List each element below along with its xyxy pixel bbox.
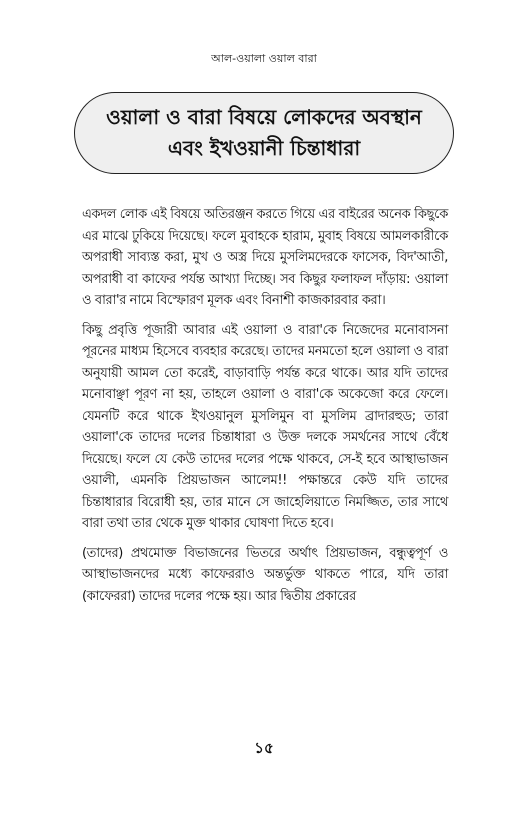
- chapter-title-line-1: ওয়ালা ও বারা বিষয়ে লোকদের অবস্থান: [106, 105, 422, 129]
- chapter-title-line-2: এবং ইখওয়ানী চিন্তাধারা: [167, 136, 361, 160]
- chapter-title-box: [74, 92, 454, 174]
- paragraph: (তাদের) প্রথমোক্ত বিভাজনের ভিতরে অর্থাৎ প্রিয়ভাজন, বন্ধুত্বপূর্ণ ও আস্থাভাজনদের মধ্যে কাফেররাও অন্তর্ভুক্ত থাকতে পারে, যদি তারা (কাফেররা) তাদের দলের পক্ষে হয়। আর দ্বিতীয় প্রকারের: [82, 545, 448, 604]
- page-number: ১৫: [254, 739, 274, 757]
- paragraph: কিছু প্রবৃত্তি পূজারী আবার এই ওয়ালা ও বারা'কে নিজেদের মনোবাসনা পূরনের মাধ্যম হিসেবে ব্যবহার করেছে। তাদের মনমতো হলে ওয়ালা ও বারা অনুযায়ী আমল তো করেই, বাড়াবাড়ি পর্যন্ত করে থাকে। আর যদি তাদের মনোবাঞ্ছা পূরণ না হয়, তাহলে ওয়ালা ও বারা'কে অকেজো করে ফেলে। যেমনটি করে থাকে ইখওয়ানুল মুসলিমুন বা মুসলিম ব্রাদারহুড; তারা ওয়ালা'কে তাদের দলের চিন্তাধারা ও উক্ত দলকে সমর্থনের সাথে বেঁধে দিয়েছে। ফলে যে কেউ তাদের দলের পক্ষে থাকবে, সে-ই হবে আস্থাভাজন ওয়ালী, এমনকি প্রিয়ভাজন আলেম!! পক্ষান্তরে কেউ যদি তাদের চিন্তাধারার বিরোধী হয়, তার মানে সে জাহেলিয়াতে নিমজ্জিত, তার সাথে বারা তথা তার থেকে মুক্ত থাকার ঘোষণা দিতে হবে।: [82, 322, 448, 531]
- body-text: [82, 204, 448, 615]
- running-head: আল-ওয়ালা ওয়াল বারা: [211, 52, 317, 65]
- paragraph: একদল লোক এই বিষয়ে অতিরঞ্জন করতে গিয়ে এর বাইরের অনেক কিছুকে এর মাঝে ঢুকিয়ে দিয়েছে। ফলে মুবাহকে হারাম, মুবাহ বিষয়ে আমলকারীকে অপরাধী সাব্যস্ত করা, মুখ ও অস্ত্র দিয়ে মুসলিমদেরকে ফাসেক, বিদ'আতী, অপরাধী বা কাফের পর্যন্ত আখ্যা দিচ্ছে। সব কিছুর ফলাফল দাঁড়ায়: ওয়ালা ও বারা'র নামে বিস্ফোরণ মূলক এবং বিনাশী কাজকারবার করা।: [82, 207, 448, 308]
